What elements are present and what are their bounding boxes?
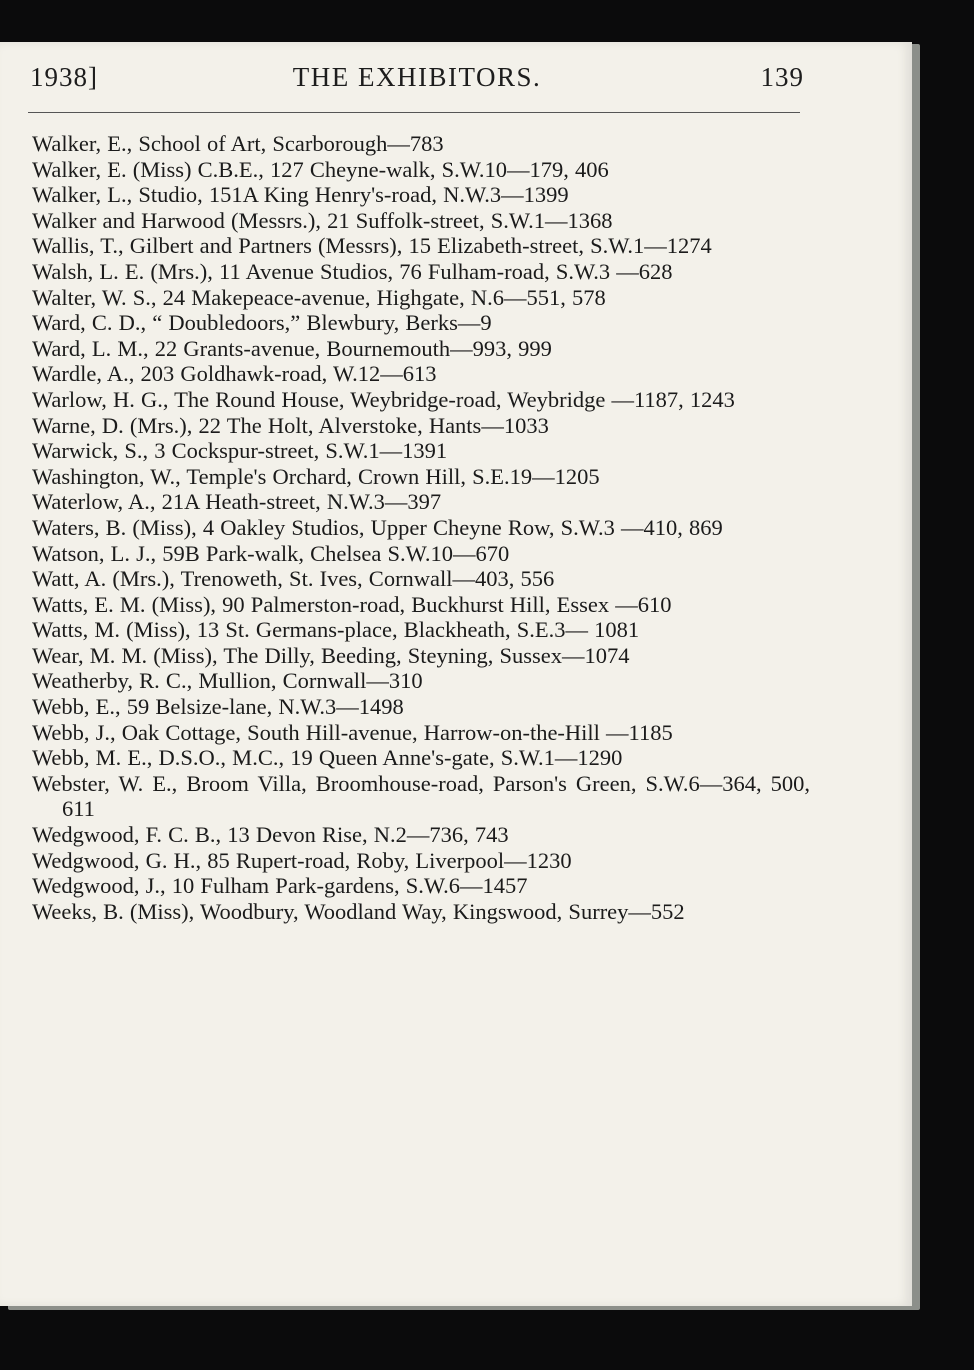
exhibitor-entry: Watts, M. (Miss), 13 St. Germans-place, Blackheath, S.E.3— 1081 bbox=[32, 617, 640, 643]
exhibitor-entry: Walker, E. (Miss) C.B.E., 127 Cheyne-walk, S.W.10—179, 406 bbox=[32, 156, 609, 182]
exhibitor-entry: Walker, L., Studio, 151A King Henry's-road, N.W.3—1399 bbox=[32, 182, 569, 208]
page-number: 139 bbox=[760, 62, 804, 92]
exhibitor-entry: Webster, W. E., Broom Villa, Broomhouse-road, Parson's Green, S.W.6—364, 500, 611 bbox=[32, 770, 810, 822]
header-rule bbox=[28, 112, 800, 113]
exhibitor-list bbox=[32, 131, 810, 924]
exhibitor-entry: Weatherby, R. C., Mullion, Cornwall—310 bbox=[32, 668, 423, 694]
exhibitor-entry: Ward, L. M., 22 Grants-avenue, Bournemouth—993, 999 bbox=[32, 335, 552, 361]
exhibitor-entry: Washington, W., Temple's Orchard, Crown Hill, S.E.19—1205 bbox=[32, 463, 600, 489]
exhibitor-entry: Webb, M. E., D.S.O., M.C., 19 Queen Anne's-gate, S.W.1—1290 bbox=[32, 745, 623, 771]
exhibitor-entry: Warlow, H. G., The Round House, Weybridge-road, Weybridge —1187, 1243 bbox=[32, 386, 735, 412]
exhibitor-entry: Wedgwood, G. H., 85 Rupert-road, Roby, Liverpool—1230 bbox=[32, 847, 572, 873]
exhibitor-entry: Waterlow, A., 21A Heath-street, N.W.3—397 bbox=[32, 489, 442, 515]
exhibitor-entry: Walsh, L. E. (Mrs.), 11 Avenue Studios, 76 Fulham-road, S.W.3 —628 bbox=[32, 258, 673, 284]
exhibitor-entry: Walker and Harwood (Messrs.), 21 Suffolk-street, S.W.1—1368 bbox=[32, 207, 613, 233]
exhibitor-entry: Wardle, A., 203 Goldhawk-road, W.12—613 bbox=[32, 361, 437, 387]
exhibitor-entry: Wedgwood, J., 10 Fulham Park-gardens, S.W.6—1457 bbox=[32, 873, 528, 899]
exhibitor-entry: Warne, D. (Mrs.), 22 The Holt, Alverstoke, Hants—1033 bbox=[32, 412, 549, 438]
page-title: THE EXHIBITORS. bbox=[292, 62, 542, 92]
exhibitor-entry: Wallis, T., Gilbert and Partners (Messrs), 15 Elizabeth-street, S.W.1—1274 bbox=[32, 233, 712, 259]
exhibitor-entry: Wedgwood, F. C. B., 13 Devon Rise, N.2—736, 743 bbox=[32, 822, 509, 848]
exhibitor-entry: Weeks, B. (Miss), Woodbury, Woodland Way, Kingswood, Surrey—552 bbox=[32, 898, 685, 924]
exhibitor-entry: Waters, B. (Miss), 4 Oakley Studios, Upper Cheyne Row, S.W.3 —410, 869 bbox=[32, 514, 723, 540]
exhibitor-entry: Wear, M. M. (Miss), The Dilly, Beeding, Steyning, Sussex—1074 bbox=[32, 642, 630, 668]
exhibitor-entry: Watt, A. (Mrs.), Trenoweth, St. Ives, Cornwall—403, 556 bbox=[32, 566, 555, 592]
exhibitor-entry: Webb, J., Oak Cottage, South Hill-avenue, Harrow-on-the-Hill —1185 bbox=[32, 719, 673, 745]
exhibitor-entry: Walter, W. S., 24 Makepeace-avenue, Highgate, N.6—551, 578 bbox=[32, 284, 606, 310]
exhibitor-entry: Webb, E., 59 Belsize-lane, N.W.3—1498 bbox=[32, 694, 404, 720]
running-head bbox=[30, 62, 804, 98]
exhibitor-entry: Walker, E., School of Art, Scarborough—783 bbox=[32, 131, 444, 156]
exhibitor-entry: Warwick, S., 3 Cockspur-street, S.W.1—1391 bbox=[32, 438, 448, 464]
exhibitor-entry: Watson, L. J., 59B Park-walk, Chelsea S.W.10—670 bbox=[32, 540, 510, 566]
exhibitor-entry: Watts, E. M. (Miss), 90 Palmerston-road, Buckhurst Hill, Essex —610 bbox=[32, 591, 672, 617]
header-year: 1938] bbox=[30, 62, 98, 92]
exhibitor-entry: Ward, C. D., “ Doubledoors,” Blewbury, Berks—9 bbox=[32, 310, 492, 336]
